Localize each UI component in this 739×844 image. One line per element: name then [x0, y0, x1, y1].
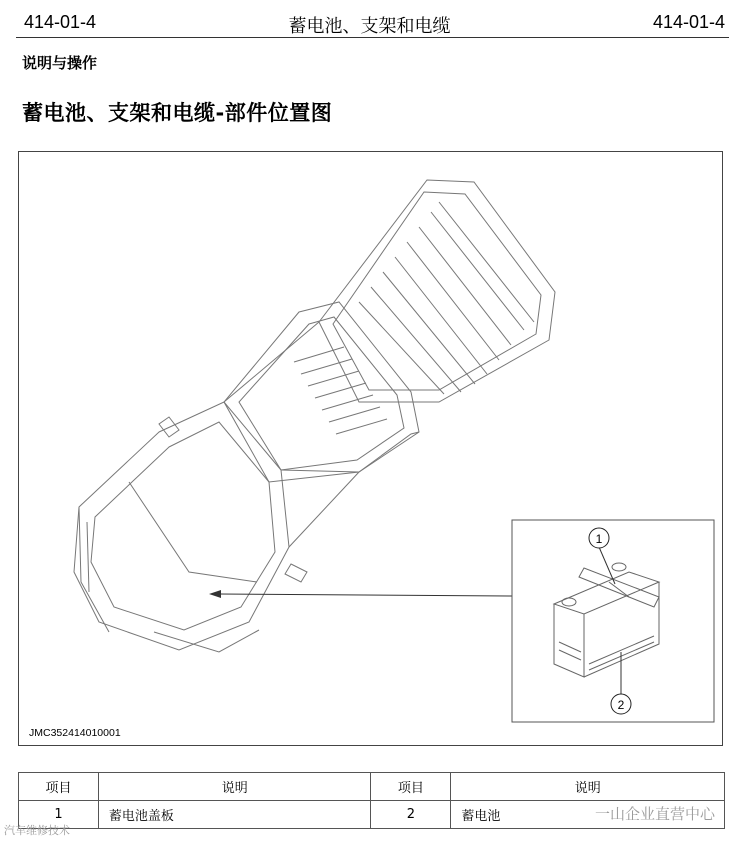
callout-2-label: 2: [617, 698, 625, 712]
callout-1-label: 1: [595, 532, 603, 546]
page-number-right: 414-01-4: [652, 12, 725, 32]
vehicle-line-drawing: [19, 152, 724, 747]
truck-outline: [74, 180, 555, 652]
table-header-row: [19, 773, 725, 801]
section-title: 说明与操作: [22, 54, 98, 72]
figure-code: JMC352414010001: [29, 727, 121, 739]
header-item-2: 项目: [371, 773, 451, 801]
header-desc-2: 说明: [451, 773, 725, 801]
header-rule: [16, 37, 729, 38]
cell-item-2: 2: [371, 801, 451, 829]
watermark-right: 一山企业直营中心: [594, 805, 715, 823]
header-title: 蓄电池、支架和电缆: [288, 16, 451, 37]
battery-drawing: [554, 563, 659, 677]
cell-item-1: 1: [19, 801, 99, 829]
leader-arrowhead: [209, 590, 221, 598]
page-header: [0, 0, 739, 40]
page-number-left: 414-01-4: [24, 12, 97, 32]
battery-inset-box: [512, 520, 714, 722]
page-heading: 蓄电池、支架和电缆-部件位置图: [22, 101, 333, 125]
component-location-figure: [18, 151, 723, 746]
header-desc-1: 说明: [98, 773, 371, 801]
header-item-1: 项目: [19, 773, 99, 801]
cell-desc-1: 蓄电池盖板: [98, 801, 371, 829]
cell-desc-2: 蓄电池: [451, 801, 725, 829]
watermark-left: 汽车维修技术: [4, 824, 70, 837]
